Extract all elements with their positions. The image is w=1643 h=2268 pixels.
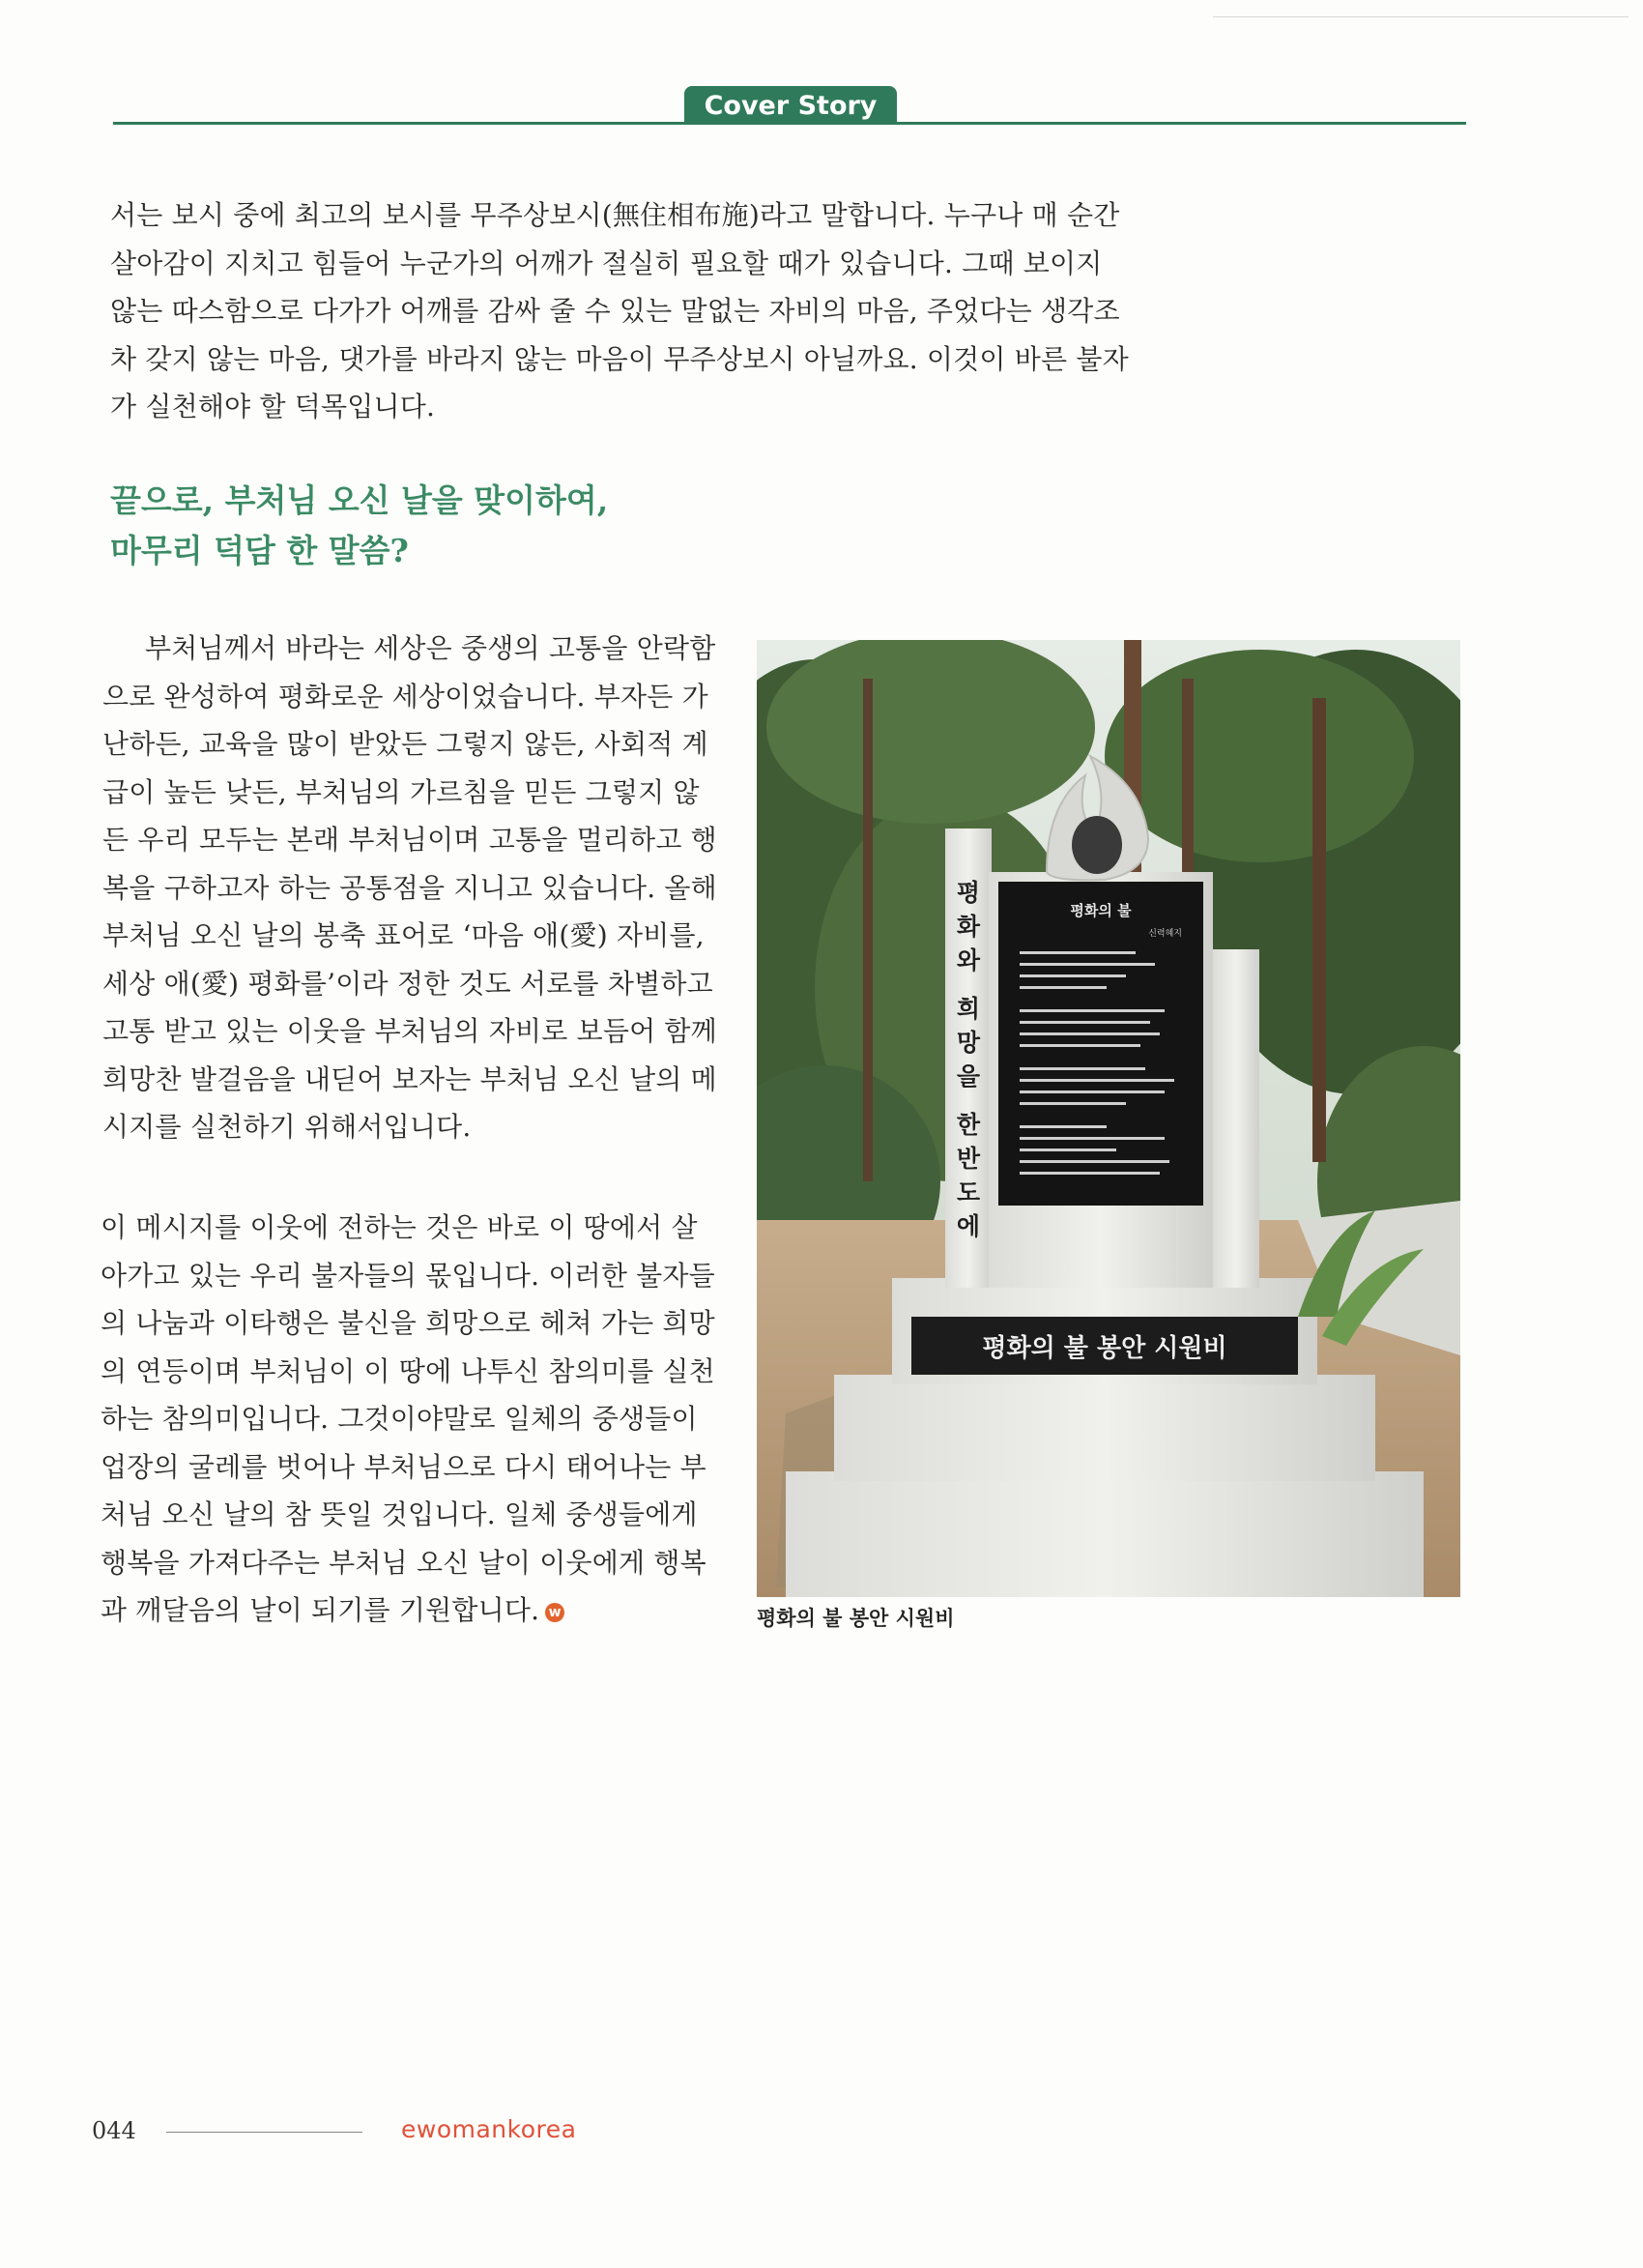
magazine-brand: ewomankorea: [401, 2115, 577, 2143]
answer-paragraph-1: [102, 625, 717, 1151]
intro-line: 차 갖지 않는 마음, 댓가를 바라지 않는 마음이 무주상보시 아닐까요. 이것이 바른 불자: [110, 342, 1129, 375]
pillar-char: 와: [956, 946, 981, 974]
answer-paragraph-2: [101, 1204, 715, 1635]
pillar-char: 에: [956, 1212, 981, 1240]
base-plaque-text: 평화의 불 봉안 시원비: [982, 1334, 1227, 1363]
intro-line: 살아감이 지치고 힘들어 누군가의 어깨가 절실히 필요할 때가 있습니다. 그때 보이지: [110, 247, 1103, 279]
plaque-title: 평화의 불: [1070, 902, 1132, 919]
pillar-char: 반: [956, 1145, 981, 1173]
pillar-char: 을: [956, 1062, 981, 1090]
monument-photo: [757, 640, 1460, 1597]
question-line-2: 마무리 덕담 한 말씀?: [110, 532, 409, 569]
page-number: 044: [92, 2117, 136, 2144]
section-label: Cover Story: [684, 86, 897, 125]
pillar-char: 희: [956, 995, 981, 1023]
question-line-1: 끝으로, 부처님 오신 날을 맞이하여,: [110, 481, 609, 519]
pillar-char: 화: [956, 913, 981, 941]
intro-line: 서는 보시 중에 최고의 보시를 무주상보시(無住相布施)라고 말합니다. 누구나 매 순간: [110, 199, 1120, 231]
question-heading: [110, 476, 980, 576]
pillar-char: 도: [956, 1178, 981, 1207]
plaque-author: 신력혜지: [1148, 929, 1182, 939]
end-mark-icon: w: [545, 1603, 564, 1622]
answer-text-1: 부처님께서 바라는 세상은 중생의 고통을 안락함으로 완성하여 평화로운 세상이었습니다. 부자든 가난하든, 교육을 많이 받았든 그렇지 않든, 사회적 계급이 높든 낮든, 부처님의 가르침을 믿든 그렇지 않든 우리 모두는 본래 부처님이며 고통을 멀리하고 행복을 구하고자 하는 공통점을 지니고 있습니다. 올해 부처님 오신 날의 봉축 표어로 ‘마음 애(愛) 자비를, 세상 애(愛) 평화를’이라 정한 것도 서로를 차별하고 고통 받고 있는 이웃을 부처님의 자비로 보듬어 함께 희망찬 발걸음을 내딛어 보자는 부처님 오신 날의 메시지를 실천하기 위해서입니다.: [102, 632, 717, 1143]
intro-paragraph: [110, 191, 1135, 431]
intro-line: 않는 따스함으로 다가가 어깨를 감싸 줄 수 있는 말없는 자비의 마음, 주었다는 생각조: [110, 295, 1120, 327]
pillar-char: 평: [956, 879, 981, 907]
corner-trim-line: [1213, 16, 1629, 17]
answer-text-2: 이 메시지를 이웃에 전하는 것은 바로 이 땅에서 살아가고 있는 우리 불자들의 몫입니다. 이러한 불자들의 나눔과 이타행은 불신을 희망으로 헤쳐 가는 희망의 연등이며 부처님이 이 땅에 나투신 참의미를 실천하는 참의미입니다. 그것이야말로 일체의 중생들이 업장의 굴레를 벗어나 부처님으로 다시 태어나는 부처님 오신 날의 참 뜻일 것입니다. 일체 중생들에게 행복을 가져다주는 부처님 오신 날이 이웃에게 행복과 깨달음의 날이 되기를 기원합니다.: [101, 1211, 715, 1626]
photo-caption: 평화의 불 봉안 시원비: [757, 1607, 955, 1630]
pillar-char: 한: [956, 1111, 981, 1139]
intro-line: 가 실천해야 할 덕목입니다.: [110, 391, 436, 422]
footer-rule: [166, 2132, 362, 2133]
pillar-char: 망: [956, 1029, 981, 1057]
